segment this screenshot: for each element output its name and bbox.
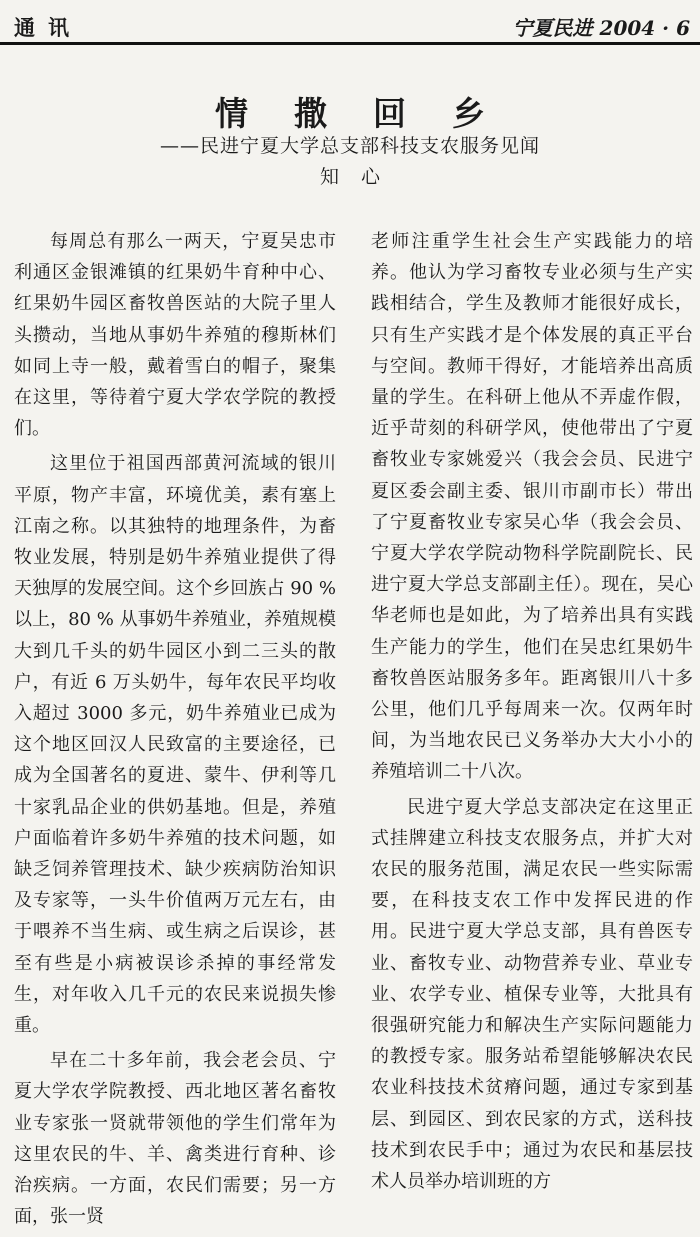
article-author: 知心 (319, 166, 402, 188)
article-title: 情撒回乡 (215, 94, 531, 133)
article-subtitle: ——民进宁夏大学总支部科技支农服务见闻 (159, 135, 540, 157)
left-column (14, 226, 336, 1237)
paragraph-continued: 老师注重学生社会生产实践能力的培养。他认为学习畜牧专业必须与生产实践相结合，学生及教师才能很好成长，只有生产实践才是个体发展的真正平台与空间。教师干得好，才能培养出高质量的学生。在科研上他从不弄虚作假，近乎苛刻的科研学风，使他带出了宁夏畜牧业专家姚爱兴（我会会员、民进宁夏区委会副主委、银川市副市长）带出了宁夏畜牧业专家吴心华（我会会员、宁夏大学农学院动物科学院副院长、民进宁夏大学总支部副主任）。现在，吴心华老师也是如此，为了培养出具有实践生产能力的学生，他们在吴忠红果奶牛畜牧兽医站服务多年。距离银川八十多公里，他们几乎每周来一次。仅两年时间，为当地农民已义务举办大大小小的养殖培训二十八次。 (371, 231, 693, 783)
right-column (371, 226, 693, 1201)
page-header (0, 0, 700, 44)
paragraph: 每周总有那么一两天，宁夏吴忠市利通区金银滩镇的红果奶牛育种中心、红果奶牛园区畜牧兽医站的大院子里人头攒动，当地从事奶牛养殖的穆斯林们如同上寺一般，戴着雪白的帽子，聚集在这里，等待着宁夏大学农学院的教授们。 (14, 231, 336, 440)
section-label: 通讯 (14, 15, 82, 40)
paragraph: 这里位于祖国西部黄河流域的银川平原，物产丰富，环境优美，素有塞上江南之称。以其独特的地理条件，为畜牧业发展，特别是奶牛养殖业提供了得天独厚的发展空间。这个乡回族占 90 % 以上，80 % 从事奶牛养殖业，养殖规模大到几千头的奶牛园区小到二三头的散户，有近 6 万头奶牛，每年农民平均收入超过 3000 多元，奶牛养殖业已成为这个地区回汉人民致富的主要途径，已成为全国著名的夏进、蒙牛、伊利等几十家乳品企业的供奶基地。但是，养殖户面临着许多奶牛养殖的技术问题，如缺乏饲养管理技术、缺少疾病防治知识及专家等，一头牛价值两万元左右，由于喂养不当生病、或生病之后误诊，甚至有些是小病被误诊杀掉的事经常发生，对年收入几千元的农民来说损失惨重。 (14, 453, 336, 1037)
paragraph: 早在二十多年前，我会老会员、宁夏大学农学院教授、西北地区著名畜牧业专家张一贤就带领他的学生们常年为这里农民的牛、羊、禽类进行育种、诊治疾病。一方面，农民们需要；另一方面，张一贤 (14, 1050, 336, 1228)
journal-issue: 宁夏民进 2004 · 6 (512, 16, 690, 40)
header-rule (0, 42, 700, 45)
paragraph: 民进宁夏大学总支部决定在这里正式挂牌建立科技支农服务点，并扩大对农民的服务范围，满足农民一些实际需要，在科技支农工作中发挥民进的作用。民进宁夏大学总支部，具有兽医专业、畜牧专业、动物营养专业、草业专业、农学专业、植保专业等，大批具有很强研究能力和解决生产实际问题能力的教授专家。服务站希望能够解决农民农业科技技术贫瘠问题，通过专家到基层、到园区、到农民家的方式，送科技技术到农民手中；通过为农民和基层技术人员举办培训班的方 (371, 796, 693, 1193)
